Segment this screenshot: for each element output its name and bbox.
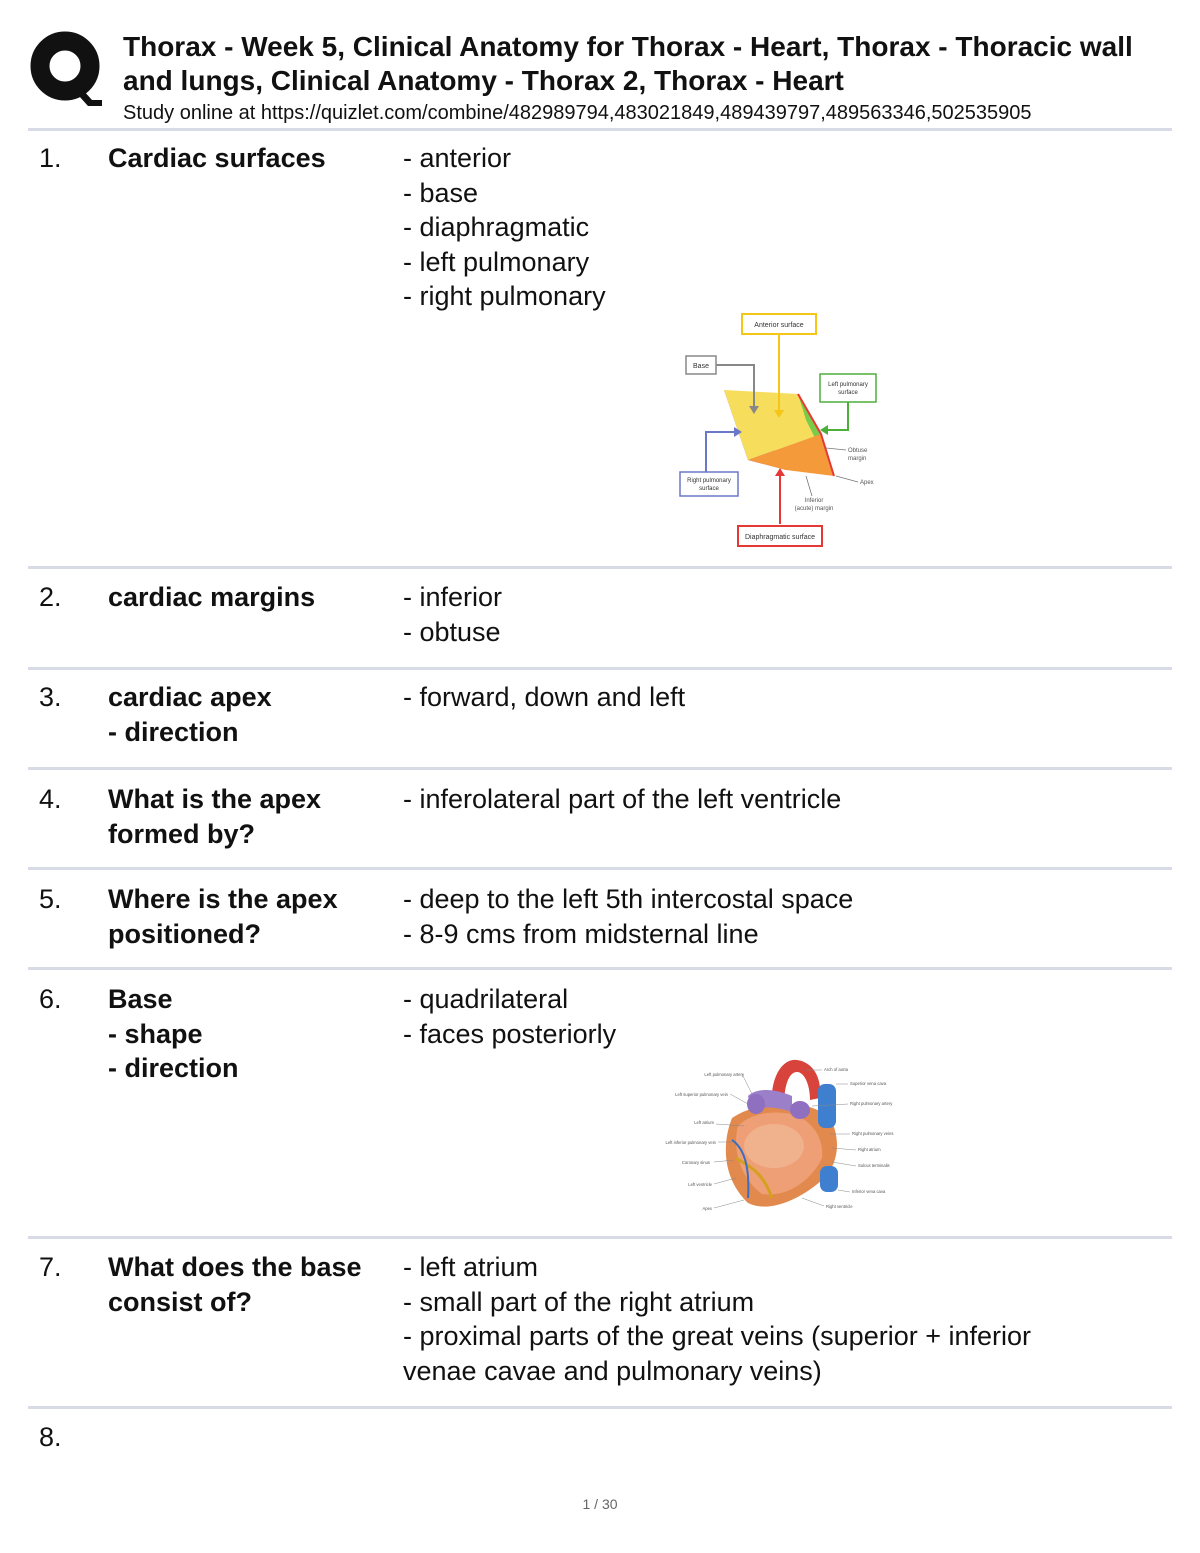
card-definition	[403, 680, 1163, 715]
card-number: 1.	[39, 143, 62, 173]
card-definition	[403, 782, 1163, 817]
card-number: 3.	[39, 682, 62, 712]
definition-line: - anterior	[403, 143, 512, 173]
label-right-pulmonary-artery: Right pulmonary artery	[850, 1101, 893, 1106]
card-term	[108, 1250, 408, 1319]
card-definition	[403, 882, 1163, 951]
card-divider	[28, 767, 1172, 770]
label-base: Base	[693, 363, 709, 370]
card-definition	[403, 141, 1163, 314]
definition-line: - diaphragmatic	[403, 212, 590, 242]
term-line: - direction	[108, 1053, 239, 1083]
term-line: cardiac margins	[108, 582, 316, 612]
card-number: 6.	[39, 984, 62, 1014]
card-definition	[403, 982, 1163, 1051]
card-definition	[403, 1250, 1163, 1388]
superior-vena-cava	[818, 1084, 836, 1128]
title-line-2: and lungs, Clinical Anatomy - Thorax 2, Thorax - Heart	[123, 65, 844, 96]
label-sulcus-terminalis: Sulcus terminalis	[858, 1163, 890, 1168]
definition-line: - obtuse	[403, 616, 501, 647]
title-line-1: Thorax - Week 5, Clinical Anatomy for Thorax - Heart, Thorax - Thoracic wall	[123, 31, 1133, 62]
term-line: Base	[108, 984, 173, 1014]
card-number: 4.	[39, 784, 62, 814]
label-left-superior-pulmonary-vein: Left superior pulmonary vein	[675, 1092, 728, 1097]
definition-line: - inferior	[403, 582, 503, 612]
label-diaphragmatic-surface: Diaphragmatic surface	[744, 534, 816, 541]
term-line: Where is the apex	[108, 884, 338, 914]
card-term	[108, 782, 408, 851]
label-inferior-vena-cava: Inferior vena cava	[852, 1189, 886, 1194]
page-indicator: 1 / 30	[582, 1496, 618, 1512]
card-divider	[28, 1406, 1172, 1409]
inferior-vena-cava	[820, 1166, 838, 1192]
label-arch-of-aorta: Arch of aorta	[824, 1067, 848, 1072]
definition-line: - small part of the right atrium	[403, 1286, 755, 1317]
card-divider	[28, 867, 1172, 870]
definition-line: venae cavae and pulmonary veins)	[403, 1355, 822, 1386]
label-right-atrium: Right atrium	[858, 1147, 881, 1152]
quizlet-logo	[30, 30, 104, 106]
card-divider	[28, 566, 1172, 569]
definition-line: - right pulmonary	[403, 281, 606, 311]
study-online-link[interactable]: Study online at https://quizlet.com/combine/482989794,483021849,489439797,489563346,502535905	[123, 102, 1032, 124]
label-right-pulmonary-surface: Right pulmonary surface	[687, 478, 731, 492]
definition-line: - inferolateral part of the left ventricle	[403, 784, 842, 814]
label-apex: Apex	[860, 480, 874, 486]
term-line: formed by?	[108, 818, 256, 849]
term-line: - shape	[108, 1018, 203, 1049]
definition-line: - 8-9 cms from midsternal line	[403, 918, 759, 949]
card-term	[108, 680, 408, 749]
label-left-inferior-pulmonary-vein: Left inferior pulmonary vein	[665, 1140, 716, 1145]
card-number: 2.	[39, 582, 62, 612]
card-term	[108, 580, 408, 615]
definition-line: - faces posteriorly	[403, 1018, 617, 1049]
definition-line: - forward, down and left	[403, 682, 686, 712]
card-divider	[28, 1236, 1172, 1239]
label-right-ventricle: Right ventricle	[826, 1204, 853, 1209]
definition-line: - left pulmonary	[403, 246, 590, 277]
label-left-atrium: Left atrium	[694, 1120, 714, 1125]
card-divider	[28, 967, 1172, 970]
label-superior-vena-cava: Superior vena cava	[850, 1081, 887, 1086]
header-divider	[28, 128, 1172, 131]
label-apex: Apex	[702, 1206, 712, 1211]
label-anterior-surface: Anterior surface	[754, 322, 804, 329]
label-inferior-margin: Inferior (acute) margin	[794, 498, 834, 512]
label-left-pulmonary-surface: Left pulmonary surface	[828, 382, 868, 396]
definition-line: - deep to the left 5th intercostal space	[403, 884, 854, 914]
label-right-pulmonary-veins: Right pulmonary veins	[852, 1131, 894, 1136]
heart-base-illustration	[652, 1048, 902, 1216]
card-term	[108, 982, 408, 1086]
term-line: - direction	[108, 716, 239, 747]
card-term	[108, 882, 408, 951]
term-line: positioned?	[108, 918, 261, 949]
label-obtuse-margin: Obtuse margin	[848, 448, 868, 462]
term-line: What does the base	[108, 1252, 362, 1282]
card-number: 7.	[39, 1252, 62, 1282]
label-coronary-sinus: Coronary sinus	[681, 1160, 710, 1165]
term-line: What is the apex	[108, 784, 322, 814]
label-left-pulmonary-artery: Left pulmonary artery	[704, 1072, 744, 1077]
card-term	[108, 141, 408, 176]
term-line: cardiac apex	[108, 682, 272, 712]
definition-line: - proximal parts of the great veins (superior + inferior	[403, 1321, 1032, 1351]
card-divider	[28, 667, 1172, 670]
card-number: 5.	[39, 884, 62, 914]
term-line: Cardiac surfaces	[108, 143, 326, 173]
document-title	[123, 30, 1200, 98]
term-line: consist of?	[108, 1286, 253, 1317]
cardiac-surfaces-diagram	[676, 310, 892, 550]
label-left-ventricle: Left ventricle	[688, 1182, 712, 1187]
definition-line: - left atrium	[403, 1252, 539, 1282]
definition-line: - quadrilateral	[403, 984, 569, 1014]
card-definition	[403, 580, 1163, 649]
card-number: 8.	[39, 1422, 62, 1452]
definition-line: - base	[403, 177, 479, 208]
